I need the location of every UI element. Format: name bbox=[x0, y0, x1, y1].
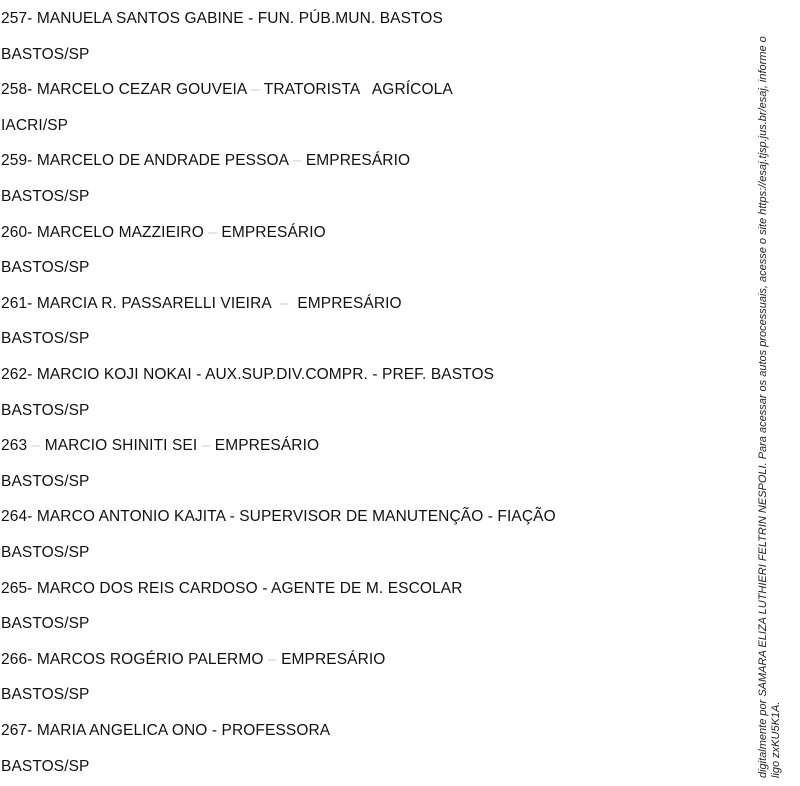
entry-occupation: AUX.SUP.DIV.COMPR. - PREF. BASTOS bbox=[205, 366, 495, 383]
entry-separator: – bbox=[27, 437, 45, 455]
entry-city-line: BASTOS/SP bbox=[1, 330, 90, 348]
entry-number-name: 257- MANUELA SANTOS GABINE bbox=[1, 10, 244, 27]
entry-name-line bbox=[1, 578, 463, 600]
entry-separator: - bbox=[243, 10, 258, 27]
signature-note-line-2: ligo zxKU5K1A. bbox=[770, 701, 782, 778]
entry-city-line: BASTOS/SP bbox=[1, 544, 90, 561]
entry-city-line: BASTOS/SP bbox=[1, 188, 90, 205]
entry-number-name: 265- MARCO DOS REIS CARDOSO bbox=[1, 579, 258, 597]
entry-name-line bbox=[1, 222, 326, 244]
entry-number-name: 267- MARIA ANGELICA ONO bbox=[1, 722, 208, 739]
entry-occupation: FUN. PÚB.MUN. BASTOS bbox=[257, 10, 443, 27]
entry-name-line bbox=[1, 364, 494, 386]
entry-number-name: 266- MARCOS ROGÉRIO PALERMO bbox=[1, 650, 264, 668]
entry-separator: – bbox=[203, 223, 222, 241]
entry-city-line: IACRI/SP bbox=[1, 116, 69, 134]
entry-occupation: MARCIO SHINITI SEI bbox=[44, 437, 198, 455]
entry-number-name: 258- MARCELO CEZAR GOUVEIA bbox=[1, 81, 247, 99]
entry-occupation: EMPRESÁRIO bbox=[221, 223, 326, 241]
entry-occupation: PROFESSORA bbox=[221, 722, 331, 739]
entry-number-name: 262- MARCIO KOJI NOKAI bbox=[1, 366, 192, 383]
entry-number-name: 264- MARCO ANTONIO KAJITA bbox=[1, 508, 226, 526]
entry-separator: – bbox=[288, 152, 306, 170]
entry-separator: - bbox=[225, 508, 240, 526]
entry-separator: - bbox=[207, 722, 222, 739]
entry-name-line bbox=[1, 720, 330, 742]
entry-occupation: AGENTE DE M. ESCOLAR bbox=[271, 579, 463, 597]
entry-name-line bbox=[1, 79, 453, 101]
entry-number-name: 260- MARCELO MAZZIEIRO bbox=[1, 223, 204, 241]
entry-occupation: TRATORISTA AGRÍCOLA bbox=[263, 81, 453, 99]
entry-separator: – bbox=[246, 81, 264, 99]
entry-separator: – bbox=[197, 437, 215, 455]
entry-city-line: BASTOS/SP bbox=[1, 45, 90, 63]
entry-name-line bbox=[1, 150, 410, 172]
entry-name-line bbox=[1, 506, 556, 528]
entry-separator: - bbox=[257, 579, 272, 597]
entry-separator: – bbox=[270, 294, 298, 312]
entry-name-line bbox=[1, 8, 443, 30]
digital-signature-note bbox=[757, 8, 783, 778]
entry-occupation: EMPRESÁRIO bbox=[297, 294, 402, 312]
entry-city-line: BASTOS/SP bbox=[1, 686, 90, 704]
entry-name-line bbox=[1, 649, 385, 671]
signature-note-line-1: digitalmente por SAMARA ELIZA LUTHIERI FELTRIN NESPOLI. Para acessar os autos processuais, acesse o site https://esaj.tjsp.jus.br/esaj, informe o bbox=[757, 36, 769, 778]
entry-city-line: BASTOS/SP bbox=[1, 757, 90, 775]
entry-city-line: BASTOS/SP bbox=[1, 615, 90, 633]
entry-city-line: BASTOS/SP bbox=[1, 259, 90, 277]
entry-name-line bbox=[1, 293, 402, 315]
entry-occupation: SUPERVISOR DE MANUTENÇÃO - FIAÇÃO bbox=[239, 508, 556, 526]
entry-separator: – bbox=[263, 650, 282, 668]
entry-city-line: BASTOS/SP bbox=[1, 401, 90, 419]
entry-occupation: EMPRESÁRIO bbox=[214, 437, 320, 455]
entry-number-name: 261- MARCIA R. PASSARELLI VIEIRA bbox=[1, 294, 271, 312]
entry-number-name: 259- MARCELO DE ANDRADE PESSOA bbox=[1, 152, 289, 170]
entry-occupation: EMPRESÁRIO bbox=[281, 650, 386, 668]
entry-separator: - bbox=[191, 366, 206, 383]
entry-city-line: BASTOS/SP bbox=[1, 472, 90, 490]
entry-name-line bbox=[1, 435, 319, 457]
entry-number-name: 263 bbox=[1, 437, 28, 455]
entry-occupation: EMPRESÁRIO bbox=[305, 152, 411, 170]
